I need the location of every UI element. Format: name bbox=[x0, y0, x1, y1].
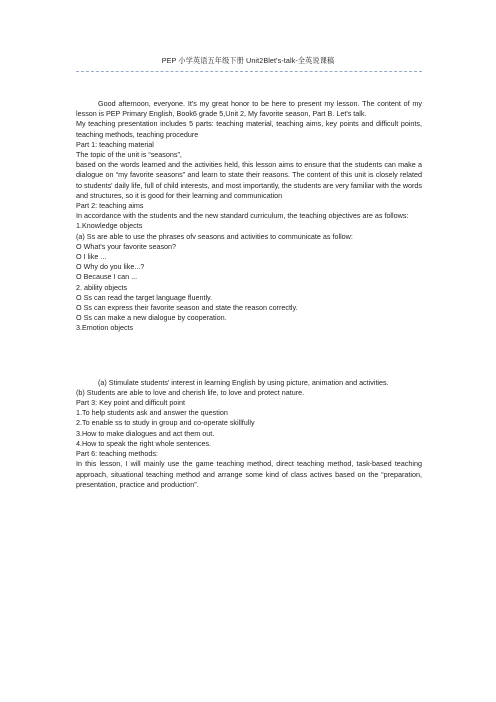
title-divider bbox=[76, 71, 422, 72]
list-item: 4.How to speak the right whole sentences. bbox=[76, 438, 212, 448]
section-heading: Part 6: teaching methods: bbox=[76, 449, 158, 459]
list-item: 1.To help students ask and answer the question bbox=[76, 408, 228, 418]
list-item: O I like ... bbox=[76, 252, 107, 262]
list-item: (a) Stimulate students' interest in learning English by using picture, animation and activities. bbox=[98, 377, 389, 387]
paragraph-overview: My teaching presentation includes 5 parts: teaching material, teaching aims, key points and difficult points, teaching methods, teaching procedure bbox=[76, 119, 422, 139]
section-heading: Part 3: Key point and difficult point bbox=[76, 398, 185, 408]
subsection-heading: 3.Emotion objects bbox=[76, 323, 134, 333]
document-title: PEP 小学英语五年级下册 Unit2Blet's-talk-全英说课稿 bbox=[161, 56, 335, 65]
list-item: (a) Ss are able to use the phrases ofv seasons and activities to communicate as follow: bbox=[76, 231, 353, 241]
list-item: 3.How to make dialogues and act them out. bbox=[76, 428, 215, 438]
paragraph: In this lesson, I will mainly use the game teaching method, direct teaching method, task-based teaching approach, situational teaching method and arrange some kind of class actives based on the “preparation, presentation, practice and production”. bbox=[76, 459, 422, 489]
list-item: O Ss can express their favorite season and state the reason correctly. bbox=[76, 303, 298, 313]
list-item: O Because I can ... bbox=[76, 272, 138, 282]
paragraph: The topic of the unit is “seasons”, bbox=[76, 150, 182, 160]
section-heading: Part 2: teaching aims bbox=[76, 201, 144, 211]
list-item: O What's your favorite season? bbox=[76, 241, 177, 251]
paragraph: In accordance with the students and the new standard curriculum, the teaching objectives are as follows: bbox=[76, 211, 409, 221]
blank-space bbox=[76, 334, 422, 378]
list-item: O Ss can read the target language fluently. bbox=[76, 292, 213, 302]
list-item: O Why do you like...? bbox=[76, 262, 145, 272]
paragraph: based on the words learned and the activities held, this lesson aims to ensure that the students can make a dialogue on “my favorite seasons” and learn to state their reasons. The content of this unit is closely related to students' daily life, full of child interests, and most importantly, the students are very familiar with the words and structures, so it is good for their learning and communication bbox=[76, 160, 422, 200]
document-body bbox=[76, 99, 422, 490]
list-item: O Ss can make a new dialogue by cooperation. bbox=[76, 313, 227, 323]
list-item: 2.To enable ss to study in group and co-operate skillfully bbox=[76, 418, 255, 428]
subsection-heading: 2. ability objects bbox=[76, 282, 128, 292]
paragraph-intro: Good afternoon, everyone. It's my great honor to be here to present my lesson. The content of my lesson is PEP Primary English, Book6 grade 5,Unit 2, My favorite season, Part B. Let's talk. bbox=[76, 99, 422, 119]
subsection-heading: 1.Knowledge objects bbox=[76, 221, 143, 231]
list-item: (b) Students are able to love and cherish life, to love and protect nature. bbox=[76, 387, 305, 397]
section-heading: Part 1: teaching material bbox=[76, 139, 154, 149]
